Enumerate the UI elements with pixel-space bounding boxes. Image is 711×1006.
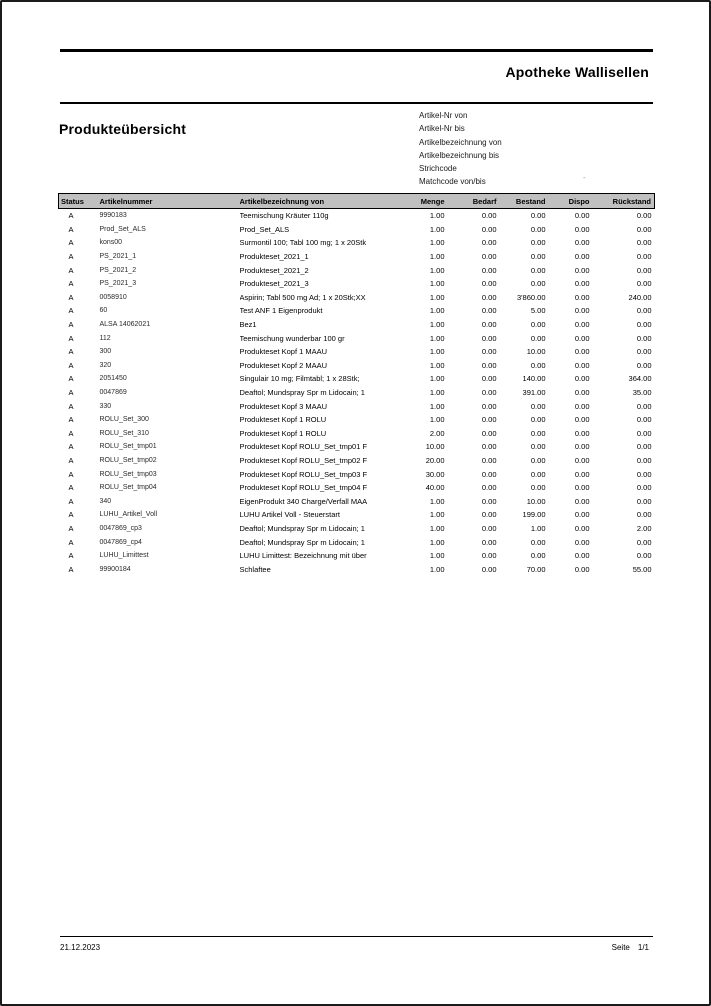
- status-cell: A: [68, 510, 74, 520]
- dispo-cell: 0.00: [574, 360, 590, 370]
- status-cell: A: [68, 401, 74, 411]
- bestand-cell: 0.00: [530, 415, 546, 425]
- bezeichnung-cell: EigenProdukt 340 Charge/Verfall MAA: [239, 496, 368, 506]
- column-header-artikelnummer: Artikelnummer: [99, 194, 240, 209]
- footer-page-label: Seite: [611, 943, 630, 952]
- rueckstand-cell: 0.00: [636, 360, 652, 370]
- table-row: [59, 494, 655, 508]
- menge-cell: 1.00: [429, 523, 445, 533]
- dispo-cell: 0.00: [574, 455, 590, 465]
- menge-cell: 1.00: [429, 238, 445, 248]
- footer-page-number: 1/1: [637, 943, 649, 952]
- bedarf-cell: 0.00: [481, 428, 497, 438]
- bedarf-cell: 0.00: [481, 374, 497, 384]
- rueckstand-cell: 0.00: [636, 279, 652, 289]
- dispo-cell: 0.00: [574, 496, 590, 506]
- status-cell: A: [68, 292, 74, 302]
- artikelnummer-cell: 0047869_cp3: [99, 524, 142, 532]
- bezeichnung-cell: Produkteset Kopf ROLU_Set_tmp01 F: [239, 442, 368, 452]
- artikelnummer-cell: Prod_Set_ALS: [99, 225, 146, 233]
- bezeichnung-cell: Test ANF 1 Eigenprodukt: [239, 306, 323, 316]
- artikelnummer-cell: 340: [99, 497, 112, 505]
- menge-cell: 1.00: [429, 415, 445, 425]
- status-cell: A: [68, 523, 74, 533]
- bezeichnung-cell: Produkteset Kopf 1 ROLU: [239, 415, 327, 425]
- bestand-cell: 391.00: [522, 388, 546, 398]
- header-rule: [60, 102, 653, 104]
- bestand-cell: 0.00: [530, 211, 546, 221]
- artikelnummer-cell: 99900184: [99, 565, 131, 573]
- menge-cell: 1.00: [429, 401, 445, 411]
- menge-cell: 1.00: [429, 279, 445, 289]
- menge-cell: 1.00: [429, 551, 445, 561]
- dispo-cell: 0.00: [574, 483, 590, 493]
- table-row: [59, 223, 655, 237]
- bestand-cell: 0.00: [530, 483, 546, 493]
- artikelnummer-cell: ROLU_Set_310: [99, 429, 149, 437]
- column-header-bezeichnung: Artikelbezeichnung von: [240, 194, 413, 209]
- bezeichnung-cell: Produkteset Kopf 2 MAAU: [239, 360, 328, 370]
- dispo-cell: 0.00: [574, 428, 590, 438]
- artikelnummer-cell: PS_2021_3: [99, 280, 137, 288]
- status-cell: A: [68, 469, 74, 479]
- menge-cell: 1.00: [429, 496, 445, 506]
- bezeichnung-cell: Deaftol; Mundspray Spr m Lidocain; 1: [239, 523, 365, 533]
- bedarf-cell: 0.00: [481, 564, 497, 574]
- status-cell: A: [68, 347, 74, 357]
- rueckstand-cell: 0.00: [636, 224, 652, 234]
- dispo-cell: 0.00: [574, 388, 590, 398]
- filter-label-artikelbezeichnung-bis: Artikelbezeichnung bis: [419, 150, 500, 160]
- menge-cell: 2.00: [429, 428, 445, 438]
- bestand-cell: 1.00: [530, 523, 546, 533]
- bezeichnung-cell: Deaftol; Mundspray Spr m Lidocain; 1: [239, 388, 365, 398]
- bezeichnung-cell: Deaftol; Mundspray Spr m Lidocain; 1: [239, 537, 365, 547]
- rueckstand-cell: 0.00: [636, 347, 652, 357]
- rueckstand-cell: 0.00: [636, 265, 652, 275]
- bezeichnung-cell: Produkteset Kopf 1 MAAU: [239, 347, 328, 357]
- dispo-cell: 0.00: [574, 469, 590, 479]
- dispo-cell: 0.00: [574, 333, 590, 343]
- dispo-cell: 0.00: [574, 306, 590, 316]
- table-row: [59, 304, 655, 318]
- table-row: [59, 535, 655, 549]
- artikelnummer-cell: 0058910: [99, 293, 127, 301]
- menge-cell: 1.00: [429, 347, 445, 357]
- bezeichnung-cell: Produkteset Kopf ROLU_Set_tmp02 F: [239, 455, 368, 465]
- rueckstand-cell: 0.00: [636, 306, 652, 316]
- dispo-cell: 0.00: [574, 551, 590, 561]
- rueckstand-cell: 55.00: [632, 564, 652, 574]
- page-title: Produkteübersicht: [59, 121, 187, 137]
- rueckstand-cell: 0.00: [636, 496, 652, 506]
- bestand-cell: 0.00: [530, 360, 546, 370]
- bedarf-cell: 0.00: [481, 537, 497, 547]
- filter-value-mark: -: [583, 173, 586, 182]
- artikelnummer-cell: 9990183: [99, 212, 127, 220]
- table-row: [59, 454, 655, 468]
- table-row: [59, 467, 655, 481]
- table-row: [59, 345, 655, 359]
- artikelnummer-cell: 2051450: [99, 375, 127, 383]
- rueckstand-cell: 364.00: [628, 374, 652, 384]
- bedarf-cell: 0.00: [481, 347, 497, 357]
- menge-cell: 1.00: [429, 333, 445, 343]
- rueckstand-cell: 0.00: [636, 442, 652, 452]
- rueckstand-cell: 240.00: [628, 292, 652, 302]
- status-cell: A: [68, 360, 74, 370]
- bestand-cell: 0.00: [530, 279, 546, 289]
- bedarf-cell: 0.00: [481, 496, 497, 506]
- dispo-cell: 0.00: [574, 279, 590, 289]
- bedarf-cell: 0.00: [481, 265, 497, 275]
- table-row: [59, 399, 655, 413]
- filter-label-artikelbezeichnung-von: Artikelbezeichnung von: [419, 137, 502, 147]
- bestand-cell: 5.00: [530, 306, 546, 316]
- status-cell: A: [68, 551, 74, 561]
- status-cell: A: [68, 374, 74, 384]
- bestand-cell: 0.00: [530, 224, 546, 234]
- menge-cell: 40.00: [425, 483, 445, 493]
- bestand-cell: 0.00: [530, 333, 546, 343]
- table-row: [59, 372, 655, 386]
- table-row: [59, 291, 655, 305]
- bedarf-cell: 0.00: [481, 415, 497, 425]
- status-cell: A: [68, 455, 74, 465]
- dispo-cell: 0.00: [574, 415, 590, 425]
- artikelnummer-cell: ROLU_Set_tmp02: [99, 456, 157, 464]
- status-cell: A: [68, 333, 74, 343]
- top-rule: [60, 49, 653, 52]
- rueckstand-cell: 0.00: [636, 333, 652, 343]
- artikelnummer-cell: ROLU_Set_tmp01: [99, 443, 157, 451]
- bedarf-cell: 0.00: [481, 469, 497, 479]
- menge-cell: 1.00: [429, 388, 445, 398]
- bezeichnung-cell: Produkteset Kopf ROLU_Set_tmp03 F: [239, 469, 368, 479]
- table-row: [59, 359, 655, 373]
- bestand-cell: 140.00: [522, 374, 546, 384]
- artikelnummer-cell: PS_2021_2: [99, 266, 137, 274]
- bestand-cell: 0.00: [530, 469, 546, 479]
- rueckstand-cell: 0.00: [636, 455, 652, 465]
- bestand-cell: 0.00: [530, 428, 546, 438]
- table-row: [59, 440, 655, 454]
- bezeichnung-cell: Produkteset_2021_1: [239, 252, 309, 262]
- status-cell: A: [68, 496, 74, 506]
- bedarf-cell: 0.00: [481, 360, 497, 370]
- dispo-cell: 0.00: [574, 510, 590, 520]
- bedarf-cell: 0.00: [481, 333, 497, 343]
- menge-cell: 1.00: [429, 564, 445, 574]
- menge-cell: 1.00: [429, 537, 445, 547]
- status-cell: A: [68, 265, 74, 275]
- menge-cell: 1.00: [429, 292, 445, 302]
- bestand-cell: 10.00: [526, 496, 546, 506]
- artikelnummer-cell: 60: [99, 307, 108, 315]
- bedarf-cell: 0.00: [481, 483, 497, 493]
- status-cell: A: [68, 238, 74, 248]
- rueckstand-cell: 0.00: [636, 551, 652, 561]
- menge-cell: 1.00: [429, 374, 445, 384]
- bedarf-cell: 0.00: [481, 292, 497, 302]
- filter-label-artikelnr-von: Artikel-Nr von: [419, 111, 468, 120]
- column-header-rueckstand: Rückstand: [593, 194, 655, 209]
- menge-cell: 1.00: [429, 224, 445, 234]
- bedarf-cell: 0.00: [481, 224, 497, 234]
- bedarf-cell: 0.00: [481, 211, 497, 221]
- bestand-cell: 0.00: [530, 320, 546, 330]
- bezeichnung-cell: Prod_Set_ALS: [239, 224, 290, 234]
- table-row: [59, 481, 655, 495]
- bedarf-cell: 0.00: [481, 523, 497, 533]
- dispo-cell: 0.00: [574, 265, 590, 275]
- dispo-cell: 0.00: [574, 537, 590, 547]
- bedarf-cell: 0.00: [481, 388, 497, 398]
- rueckstand-cell: 0.00: [636, 211, 652, 221]
- footer-page-indicator: [612, 943, 649, 952]
- rueckstand-cell: 2.00: [636, 523, 652, 533]
- dispo-cell: 0.00: [574, 238, 590, 248]
- bezeichnung-cell: Produkteset_2021_3: [239, 279, 309, 289]
- bestand-cell: 70.00: [526, 564, 546, 574]
- company-title: Apotheke Wallisellen: [505, 64, 649, 80]
- bezeichnung-cell: LUHU Limittest: Bezeichnung mit über: [239, 551, 367, 561]
- menge-cell: 1.00: [429, 360, 445, 370]
- filter-criteria-block: [419, 109, 502, 189]
- artikelnummer-cell: LUHU_Limittest: [99, 552, 149, 560]
- footer-date: 21.12.2023: [60, 943, 101, 952]
- status-cell: A: [68, 537, 74, 547]
- table-row: [59, 331, 655, 345]
- status-cell: A: [68, 306, 74, 316]
- table-row: [59, 549, 655, 563]
- bedarf-cell: 0.00: [481, 455, 497, 465]
- column-header-dispo: Dispo: [549, 194, 593, 209]
- rueckstand-cell: 0.00: [636, 483, 652, 493]
- status-cell: A: [68, 252, 74, 262]
- bestand-cell: 199.00: [522, 510, 546, 520]
- artikelnummer-cell: 300: [99, 348, 112, 356]
- dispo-cell: 0.00: [574, 320, 590, 330]
- artikelnummer-cell: kons00: [99, 239, 123, 247]
- bedarf-cell: 0.00: [481, 510, 497, 520]
- status-cell: A: [68, 388, 74, 398]
- dispo-cell: 0.00: [574, 211, 590, 221]
- dispo-cell: 0.00: [574, 374, 590, 384]
- column-header-bestand: Bestand: [500, 194, 549, 209]
- status-cell: A: [68, 211, 74, 221]
- dispo-cell: 0.00: [574, 292, 590, 302]
- artikelnummer-cell: LUHU_Artikel_Voll: [99, 511, 158, 519]
- rueckstand-cell: 35.00: [632, 388, 652, 398]
- bedarf-cell: 0.00: [481, 551, 497, 561]
- bedarf-cell: 0.00: [481, 320, 497, 330]
- table-row: [59, 562, 655, 576]
- rueckstand-cell: 0.00: [636, 510, 652, 520]
- bestand-cell: 3'860.00: [516, 292, 546, 302]
- rueckstand-cell: 0.00: [636, 252, 652, 262]
- menge-cell: 1.00: [429, 510, 445, 520]
- rueckstand-cell: 0.00: [636, 401, 652, 411]
- bezeichnung-cell: Schlaftee: [239, 564, 271, 574]
- column-header-status: Status: [59, 194, 99, 209]
- table-row: [59, 318, 655, 332]
- product-table: [58, 193, 655, 576]
- table-row: [59, 250, 655, 264]
- bedarf-cell: 0.00: [481, 238, 497, 248]
- dispo-cell: 0.00: [574, 564, 590, 574]
- filter-label-matchcode: Matchcode von/bis: [419, 177, 486, 187]
- dispo-cell: 0.00: [574, 442, 590, 452]
- menge-cell: 10.00: [425, 442, 445, 452]
- dispo-cell: 0.00: [574, 252, 590, 262]
- dispo-cell: 0.00: [574, 523, 590, 533]
- artikelnummer-cell: 0047869_cp4: [99, 538, 142, 546]
- rueckstand-cell: 0.00: [636, 238, 652, 248]
- status-cell: A: [68, 428, 74, 438]
- filter-label-strichcode: Strichcode: [419, 164, 457, 174]
- bedarf-cell: 0.00: [481, 252, 497, 262]
- bedarf-cell: 0.00: [481, 442, 497, 452]
- bedarf-cell: 0.00: [481, 306, 497, 316]
- menge-cell: 1.00: [429, 320, 445, 330]
- rueckstand-cell: 0.00: [636, 415, 652, 425]
- bestand-cell: 0.00: [530, 551, 546, 561]
- menge-cell: 1.00: [429, 306, 445, 316]
- table-row: [59, 277, 655, 291]
- rueckstand-cell: 0.00: [636, 428, 652, 438]
- artikelnummer-cell: 0047869: [99, 389, 127, 397]
- column-header-bedarf: Bedarf: [448, 194, 500, 209]
- status-cell: A: [68, 224, 74, 234]
- bezeichnung-cell: Teemischung wunderbar 100 gr: [239, 333, 345, 343]
- bezeichnung-cell: Produkteset Kopf ROLU_Set_tmp04 F: [239, 483, 368, 493]
- bestand-cell: 0.00: [530, 537, 546, 547]
- bezeichnung-cell: Teemischung Kräuter 110g: [239, 211, 329, 221]
- artikelnummer-cell: 330: [99, 402, 112, 410]
- artikelnummer-cell: ROLU_Set_tmp03: [99, 470, 157, 478]
- bestand-cell: 10.00: [526, 347, 546, 357]
- status-cell: A: [68, 415, 74, 425]
- status-cell: A: [68, 442, 74, 452]
- bezeichnung-cell: Produkteset Kopf 1 ROLU: [239, 428, 327, 438]
- table-row: [59, 209, 655, 223]
- bezeichnung-cell: LUHU Artikel Voll - Steuerstart: [239, 510, 340, 520]
- dispo-cell: 0.00: [574, 401, 590, 411]
- bestand-cell: 0.00: [530, 455, 546, 465]
- artikelnummer-cell: 112: [99, 334, 111, 342]
- footer-rule: [60, 936, 653, 937]
- status-cell: A: [68, 564, 74, 574]
- status-cell: A: [68, 279, 74, 289]
- artikelnummer-cell: ROLU_Set_tmp04: [99, 484, 157, 492]
- filter-label-artikelnr-bis: Artikel-Nr bis: [419, 124, 465, 134]
- table-row: [59, 413, 655, 427]
- bedarf-cell: 0.00: [481, 279, 497, 289]
- bestand-cell: 0.00: [530, 252, 546, 262]
- status-cell: A: [68, 483, 74, 493]
- artikelnummer-cell: 320: [99, 361, 112, 369]
- dispo-cell: 0.00: [574, 347, 590, 357]
- bezeichnung-cell: Bez1: [239, 320, 257, 330]
- artikelnummer-cell: ROLU_Set_300: [99, 416, 149, 424]
- artikelnummer-cell: ALSA 14062021: [99, 321, 151, 329]
- menge-cell: 1.00: [429, 211, 445, 221]
- bezeichnung-cell: Produkteset Kopf 3 MAAU: [239, 401, 328, 411]
- menge-cell: 30.00: [425, 469, 445, 479]
- table-row: [59, 522, 655, 536]
- artikelnummer-cell: PS_2021_1: [99, 253, 137, 261]
- rueckstand-cell: 0.00: [636, 537, 652, 547]
- bezeichnung-cell: Aspirin; Tabl 500 mg Ad; 1 x 20Stk;XX: [239, 292, 366, 302]
- bestand-cell: 0.00: [530, 442, 546, 452]
- menge-cell: 1.00: [429, 265, 445, 275]
- table-row: [59, 427, 655, 441]
- bezeichnung-cell: Surmontil 100; Tabl 100 mg; 1 x 20Stk: [239, 238, 367, 248]
- bestand-cell: 0.00: [530, 401, 546, 411]
- menge-cell: 20.00: [425, 455, 445, 465]
- table-row: [59, 236, 655, 250]
- bezeichnung-cell: Produkteset_2021_2: [239, 265, 309, 275]
- table-header-row: [59, 194, 655, 209]
- bedarf-cell: 0.00: [481, 401, 497, 411]
- dispo-cell: 0.00: [574, 224, 590, 234]
- bestand-cell: 0.00: [530, 238, 546, 248]
- rueckstand-cell: 0.00: [636, 469, 652, 479]
- table-row: [59, 508, 655, 522]
- bestand-cell: 0.00: [530, 265, 546, 275]
- status-cell: A: [68, 320, 74, 330]
- table-row: [59, 386, 655, 400]
- column-header-menge: Menge: [413, 194, 448, 209]
- menge-cell: 1.00: [429, 252, 445, 262]
- bezeichnung-cell: Singulair 10 mg; Filmtabl; 1 x 28Stk;: [239, 374, 360, 384]
- table-row: [59, 263, 655, 277]
- rueckstand-cell: 0.00: [636, 320, 652, 330]
